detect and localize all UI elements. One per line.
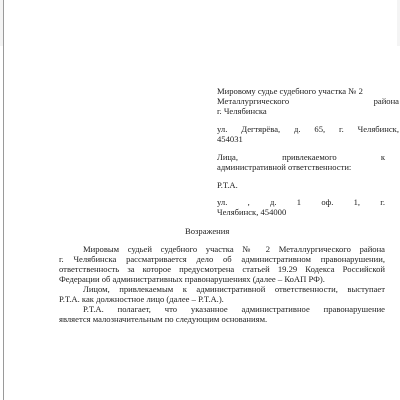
person-name: Р.Т.А.: [217, 180, 238, 190]
person-label-line-1: Лица, привлекаемого к: [217, 152, 385, 162]
paragraph-1-line-1: Мировым судьей судебного участка № 2 Металлургического района: [83, 244, 385, 254]
addressee-address-line-2: 454031: [217, 134, 243, 144]
addressee-line-1: Мировому судье судебного участка № 2: [217, 86, 363, 96]
paragraph-3-line-1: Р.Т.А. полагает, что указанное административное правонарушение: [83, 304, 385, 314]
paragraph-3-line-2: является малозначительным по следующим основаниям.: [59, 314, 268, 324]
person-address-line-1: ул. , д. 1 оф. 1, г.: [217, 197, 385, 207]
addressee-line-2: Металлургического района: [217, 96, 399, 106]
addressee-address-line-1: ул. Дегтярёва, д. 65, г. Челябинск,: [217, 124, 399, 134]
paragraph-1-line-2: г. Челябинска рассматривается дело об административном правонарушении,: [59, 254, 385, 264]
paragraph-2-line-1: Лицом, привлекаемым к административной ответственности, выступает: [83, 284, 385, 294]
paragraph-1-line-3: ответственность за которое предусмотрена статьей 19.29 Кодекса Российской: [59, 264, 385, 274]
document-page: [3, 0, 397, 400]
paragraph-1-line-4: Федерации об административных правонарушениях (далее – КоАП РФ).: [59, 274, 325, 284]
document-title: Возражения: [185, 226, 230, 236]
addressee-line-3: г. Челябинска: [217, 106, 267, 116]
person-address-line-2: Челябинск, 454000: [217, 207, 287, 217]
person-label-line-2: административной ответственности:: [217, 162, 352, 172]
paragraph-2-line-2: Р.Т.А. как должностное лицо (далее – Р.Т.А.).: [59, 294, 224, 304]
